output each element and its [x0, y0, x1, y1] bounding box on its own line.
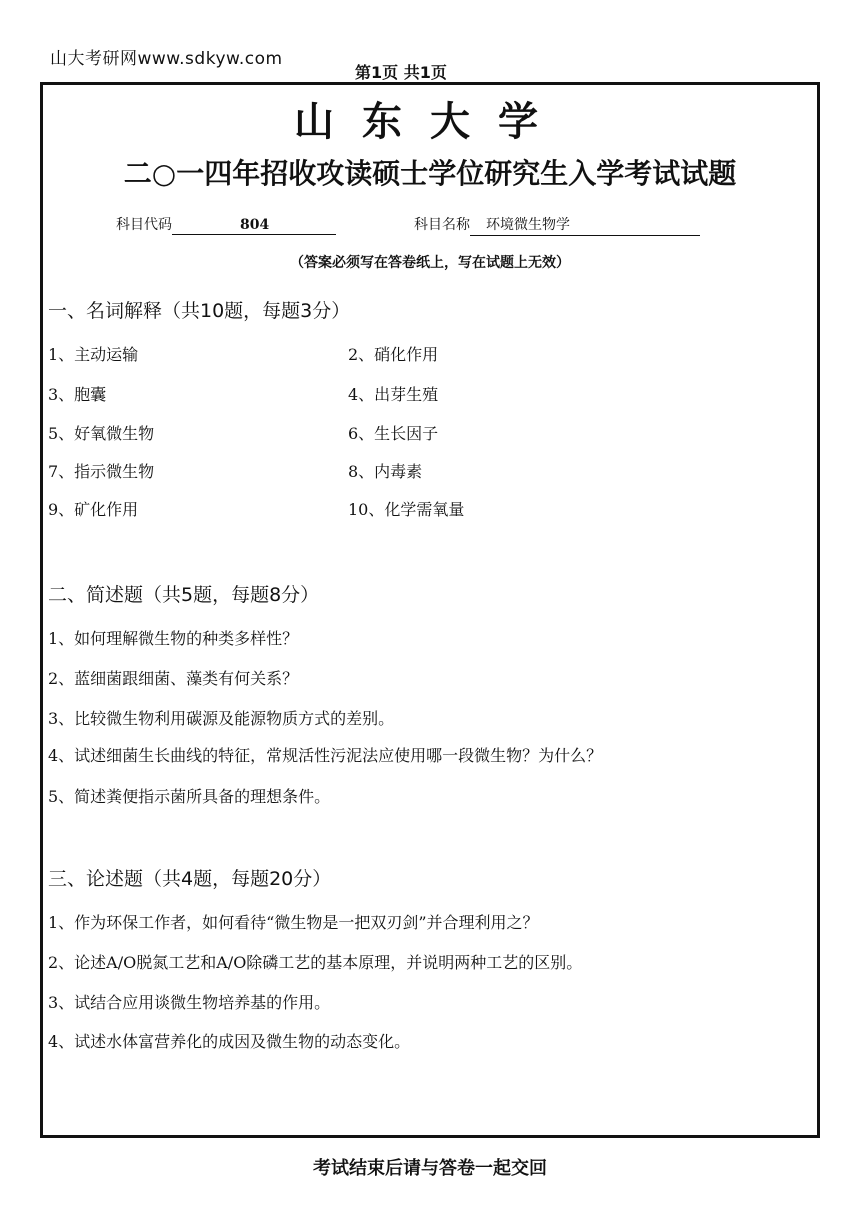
question-item: 4、试述细菌生长曲线的特征，常规活性污泥法应使用哪一段微生物？为什么？: [48, 746, 603, 765]
term-item: 8、内毒素: [348, 462, 423, 481]
subject-code: [116, 214, 336, 235]
page-number: 第1页 共1页: [355, 63, 447, 82]
question-item: 5、简述粪便指示菌所具备的理想条件。: [48, 787, 331, 806]
term-item: 9、矿化作用: [48, 500, 139, 519]
subject-code-value: 804: [172, 217, 336, 235]
section-heading-terms: 一、名词解释（共10题，每题3分）: [48, 300, 351, 322]
question-item: 2、蓝细菌跟细菌、藻类有何关系？: [48, 669, 299, 688]
question-item: 1、作为环保工作者，如何看待“微生物是一把双刃剑”并合理利用之？: [48, 913, 539, 932]
exam-title: 二○一四年招收攻读硕士学位研究生入学考试试题: [123, 157, 737, 190]
section-heading-short-answer: 二、简述题（共5题，每题8分）: [48, 584, 320, 606]
question-item: 1、如何理解微生物的种类多样性？: [48, 629, 299, 648]
subject-name: [414, 214, 700, 236]
exam-frame: [40, 82, 820, 1138]
question-item: 4、试述水体富营养化的成因及微生物的动态变化。: [48, 1032, 411, 1051]
term-item: 6、生长因子: [348, 424, 439, 443]
term-item: 4、出芽生殖: [348, 385, 439, 404]
section-heading-essay: 三、论述题（共4题，每题20分）: [48, 868, 332, 890]
subject-name-value: 环境微生物学: [470, 214, 700, 236]
term-item: 1、主动运输: [48, 345, 139, 364]
footer-instruction: 考试结束后请与答卷一起交回: [313, 1158, 547, 1179]
university-title: 山东大学: [294, 98, 566, 145]
watermark: 山大考研网www.sdkyw.com: [50, 49, 283, 69]
term-item: 3、胞囊: [48, 385, 107, 404]
subject-code-label: 科目代码: [116, 217, 172, 233]
question-item: 3、试结合应用谈微生物培养基的作用。: [48, 993, 331, 1012]
term-item: 7、指示微生物: [48, 462, 155, 481]
answer-notice: （答案必须写在答卷纸上，写在试题上无效）: [290, 255, 570, 271]
term-item: 5、好氧微生物: [48, 424, 155, 443]
term-item: 10、化学需氧量: [348, 500, 465, 519]
subject-name-label: 科目名称: [414, 217, 470, 233]
question-item: 3、比较微生物利用碳源及能源物质方式的差别。: [48, 709, 395, 728]
question-item: 2、论述A/O脱氮工艺和A/O除磷工艺的基本原理，并说明两种工艺的区别。: [48, 953, 583, 972]
term-item: 2、硝化作用: [348, 345, 439, 364]
